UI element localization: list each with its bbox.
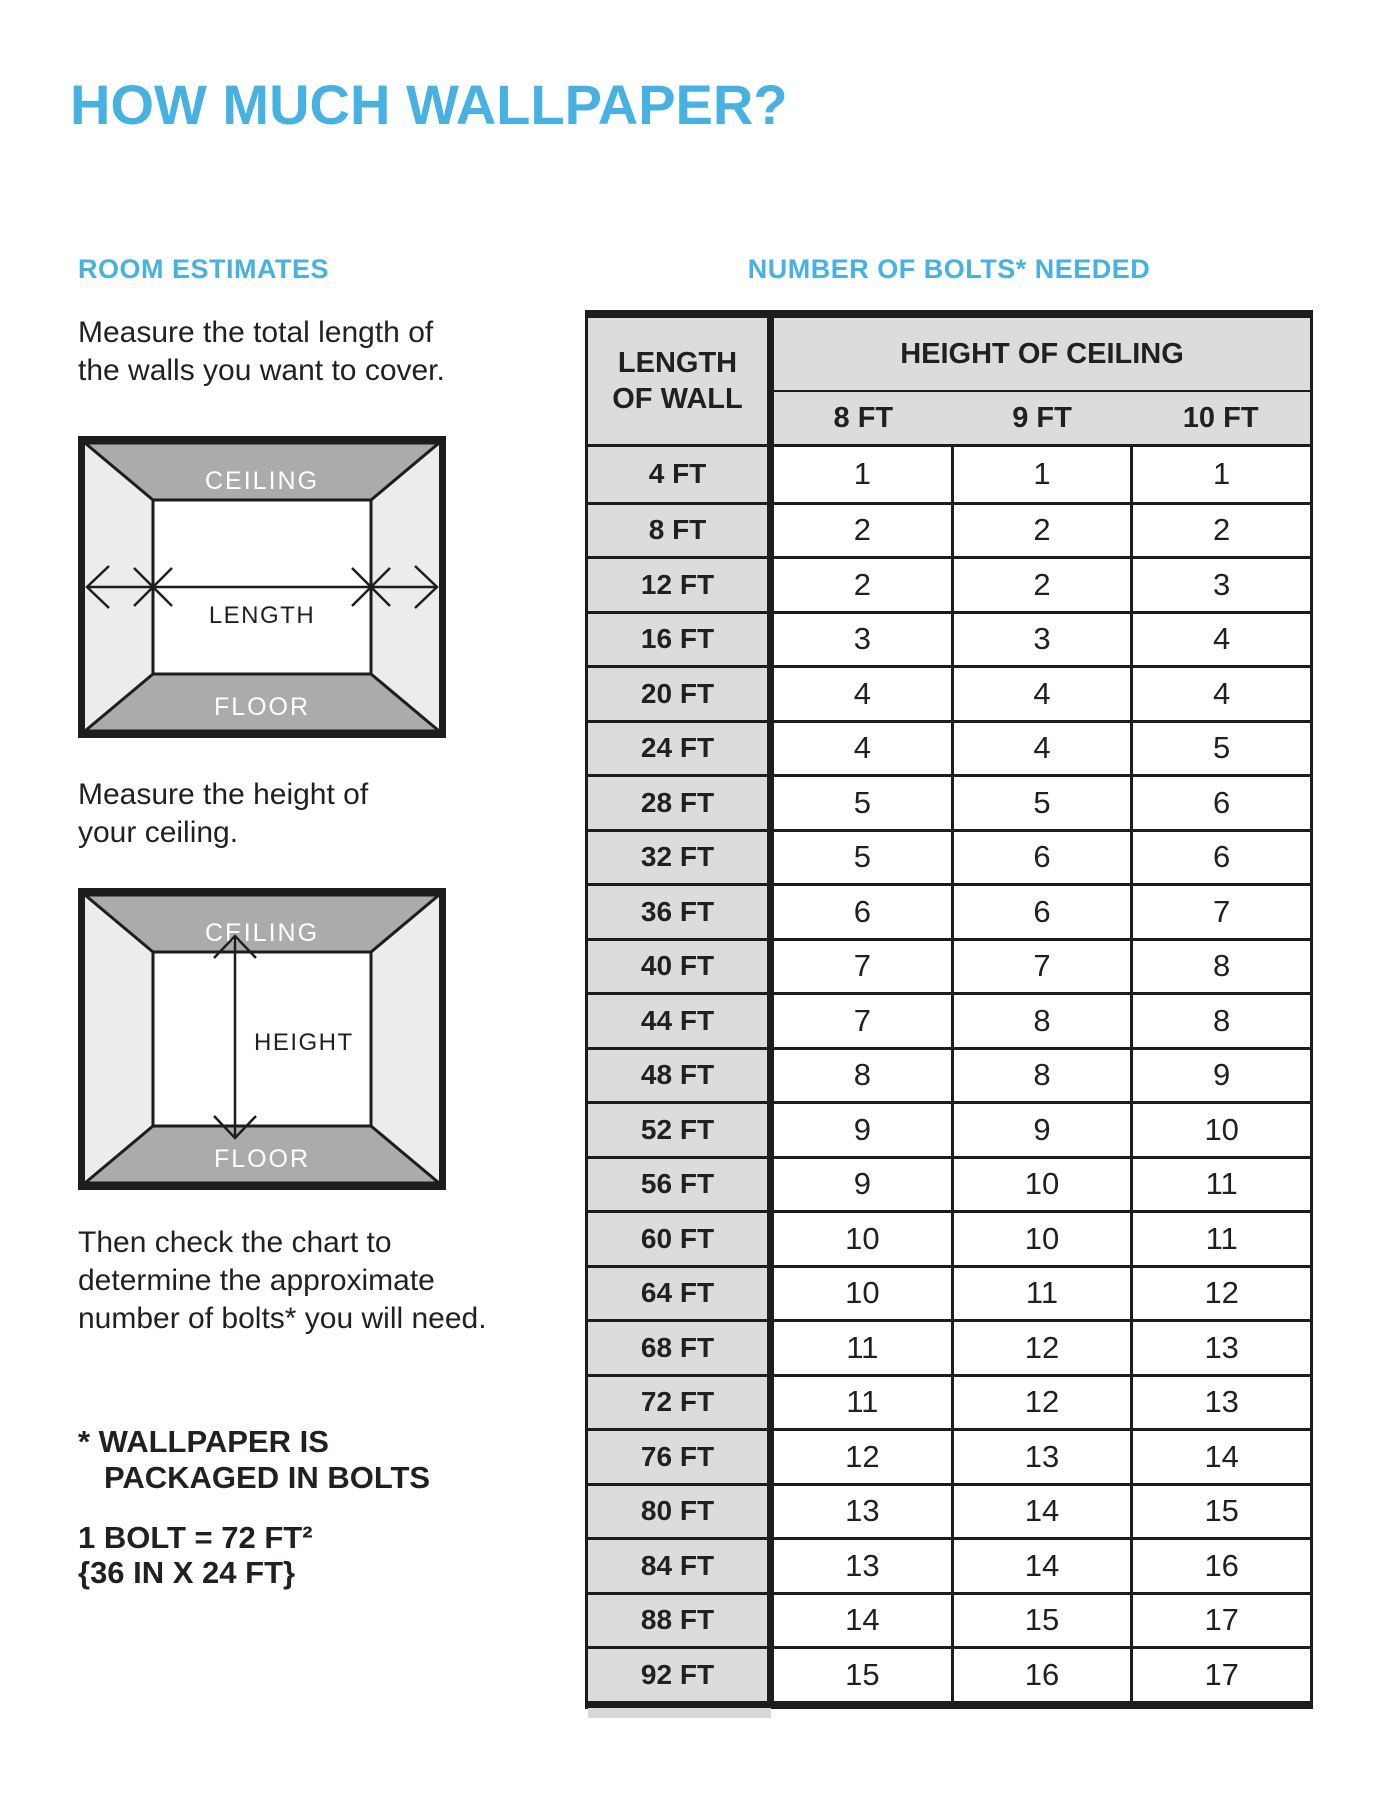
table-row bbox=[588, 665, 1310, 720]
bolt-count-cell: 6 bbox=[951, 886, 1131, 938]
bolt-count-cell: 14 bbox=[774, 1595, 951, 1647]
length-of-wall-header bbox=[588, 318, 774, 444]
paragraph-line: the walls you want to cover. bbox=[78, 354, 445, 387]
bolt-count-cell: 12 bbox=[1130, 1268, 1310, 1320]
paragraph-line: your ceiling. bbox=[78, 816, 239, 849]
bolt-count-cell: 12 bbox=[951, 1322, 1131, 1374]
table-row bbox=[588, 1047, 1310, 1102]
bolt-count-cell: 13 bbox=[774, 1540, 951, 1592]
paragraph-line: number of bolts* you will need. bbox=[78, 1302, 487, 1335]
height-measure-label: HEIGHT bbox=[254, 1029, 354, 1056]
bolt-count-cell: 15 bbox=[774, 1649, 951, 1701]
row-length-label: 76 FT bbox=[588, 1431, 774, 1483]
table-body bbox=[588, 447, 1310, 1701]
bolt-count-cell: 11 bbox=[1130, 1159, 1310, 1211]
table-row bbox=[588, 1265, 1310, 1320]
bolt-count-cell: 14 bbox=[951, 1486, 1131, 1538]
bolt-count-cell: 9 bbox=[774, 1159, 951, 1211]
paragraph-line: Measure the total length of bbox=[78, 316, 434, 349]
table-row bbox=[588, 1592, 1310, 1647]
bolt-count-cell: 8 bbox=[951, 995, 1131, 1047]
row-length-label: 56 FT bbox=[588, 1159, 774, 1211]
row-length-label: 8 FT bbox=[588, 505, 774, 557]
bolt-count-cell: 5 bbox=[951, 777, 1131, 829]
bolt-count-cell: 7 bbox=[774, 941, 951, 993]
table-row bbox=[588, 1156, 1310, 1211]
bolt-count-cell: 13 bbox=[951, 1431, 1131, 1483]
table-row bbox=[588, 883, 1310, 938]
bolt-count-cell: 1 bbox=[774, 447, 951, 502]
table-row bbox=[588, 774, 1310, 829]
bolt-count-cell: 12 bbox=[951, 1377, 1131, 1429]
bolt-count-cell: 10 bbox=[774, 1213, 951, 1265]
bolt-count-cell: 6 bbox=[774, 886, 951, 938]
bolt-count-cell: 11 bbox=[1130, 1213, 1310, 1265]
table-bottom-shadow bbox=[588, 1708, 771, 1718]
ceiling-height-subheader-row bbox=[774, 392, 1310, 444]
bolt-count-cell: 3 bbox=[951, 614, 1131, 666]
row-length-label: 88 FT bbox=[588, 1595, 774, 1647]
bolt-count-cell: 5 bbox=[774, 777, 951, 829]
bolt-size-line: 1 BOLT = 72 FT² bbox=[78, 1520, 313, 1555]
bolt-count-cell: 17 bbox=[1130, 1649, 1310, 1701]
row-length-label: 32 FT bbox=[588, 832, 774, 884]
ceiling-label: CEILING bbox=[204, 919, 320, 947]
bolt-count-cell: 4 bbox=[951, 668, 1131, 720]
bolt-count-cell: 13 bbox=[1130, 1322, 1310, 1374]
bolts-table bbox=[585, 310, 1313, 1709]
room-estimates-heading: ROOM ESTIMATES bbox=[78, 254, 330, 284]
height-diagram bbox=[78, 888, 446, 1190]
bolt-count-cell: 3 bbox=[1130, 559, 1310, 611]
bolt-count-cell: 1 bbox=[1130, 447, 1310, 502]
table-row bbox=[588, 1374, 1310, 1429]
row-length-label: 48 FT bbox=[588, 1050, 774, 1102]
length-of-wall-header-line: LENGTH bbox=[617, 347, 738, 379]
bolt-count-cell: 2 bbox=[774, 559, 951, 611]
table-row bbox=[588, 1210, 1310, 1265]
bolt-count-cell: 9 bbox=[951, 1104, 1131, 1156]
bolt-count-cell: 8 bbox=[951, 1050, 1131, 1102]
table-row bbox=[588, 1101, 1310, 1156]
row-length-label: 12 FT bbox=[588, 559, 774, 611]
bolt-count-cell: 9 bbox=[774, 1104, 951, 1156]
page-title: HOW MUCH WALLPAPER? bbox=[70, 73, 788, 136]
bolt-count-cell: 8 bbox=[1130, 995, 1310, 1047]
floor-label: FLOOR bbox=[213, 1145, 311, 1173]
bolt-count-cell: 8 bbox=[774, 1050, 951, 1102]
row-length-label: 80 FT bbox=[588, 1486, 774, 1538]
bolt-count-cell: 10 bbox=[1130, 1104, 1310, 1156]
table-row bbox=[588, 992, 1310, 1047]
height-of-ceiling-header: HEIGHT OF CEILING bbox=[774, 318, 1310, 392]
ceiling-height-10ft-header: 10 FT bbox=[1182, 401, 1259, 434]
table-row bbox=[588, 447, 1310, 502]
bolt-count-cell: 14 bbox=[951, 1540, 1131, 1592]
bolt-count-cell: 4 bbox=[1130, 614, 1310, 666]
paragraph-line: determine the approximate bbox=[78, 1264, 435, 1297]
bolt-count-cell: 3 bbox=[774, 614, 951, 666]
row-length-label: 68 FT bbox=[588, 1322, 774, 1374]
height-of-ceiling-header-group bbox=[774, 318, 1310, 444]
bolt-count-cell: 6 bbox=[1130, 777, 1310, 829]
paragraph-line: Then check the chart to bbox=[78, 1226, 392, 1259]
length-diagram bbox=[78, 436, 446, 738]
table-row bbox=[588, 720, 1310, 775]
row-length-label: 52 FT bbox=[588, 1104, 774, 1156]
bolt-size-line: {36 IN X 24 FT} bbox=[78, 1555, 296, 1590]
length-measure-label: LENGTH bbox=[208, 602, 316, 629]
row-length-label: 92 FT bbox=[588, 1649, 774, 1701]
bolt-count-cell: 13 bbox=[774, 1486, 951, 1538]
bolt-count-cell: 13 bbox=[1130, 1377, 1310, 1429]
table-row bbox=[588, 1646, 1310, 1701]
row-length-label: 4 FT bbox=[588, 447, 774, 502]
bolt-count-cell: 11 bbox=[774, 1377, 951, 1429]
bolt-count-cell: 7 bbox=[774, 995, 951, 1047]
bolt-size-note bbox=[78, 1520, 313, 1590]
table-row bbox=[588, 938, 1310, 993]
bolts-table-heading: NUMBER OF BOLTS* NEEDED bbox=[747, 254, 1151, 284]
table-row bbox=[588, 1319, 1310, 1374]
bolt-count-cell: 5 bbox=[1130, 723, 1310, 775]
row-length-label: 72 FT bbox=[588, 1377, 774, 1429]
row-length-label: 20 FT bbox=[588, 668, 774, 720]
row-length-label: 64 FT bbox=[588, 1268, 774, 1320]
row-length-label: 40 FT bbox=[588, 941, 774, 993]
bolt-count-cell: 12 bbox=[774, 1431, 951, 1483]
instruction-paragraph-chart bbox=[78, 1224, 487, 1338]
bolt-count-cell: 4 bbox=[951, 723, 1131, 775]
bolt-count-cell: 14 bbox=[1130, 1431, 1310, 1483]
bolt-count-cell: 10 bbox=[951, 1213, 1131, 1265]
table-row bbox=[588, 556, 1310, 611]
bolt-count-cell: 4 bbox=[774, 668, 951, 720]
bolt-count-cell: 5 bbox=[774, 832, 951, 884]
bolt-count-cell: 15 bbox=[1130, 1486, 1310, 1538]
bolt-count-cell: 6 bbox=[1130, 832, 1310, 884]
bolt-count-cell: 7 bbox=[951, 941, 1131, 993]
bolt-count-cell: 10 bbox=[774, 1268, 951, 1320]
bolt-count-cell: 9 bbox=[1130, 1050, 1310, 1102]
bolt-count-cell: 2 bbox=[1130, 505, 1310, 557]
table-row bbox=[588, 611, 1310, 666]
table-header bbox=[588, 318, 1310, 447]
bolt-count-cell: 2 bbox=[951, 559, 1131, 611]
row-length-label: 24 FT bbox=[588, 723, 774, 775]
instruction-paragraph-height bbox=[78, 776, 368, 852]
table-row bbox=[588, 502, 1310, 557]
bolt-count-cell: 4 bbox=[774, 723, 951, 775]
bolt-count-cell: 11 bbox=[951, 1268, 1131, 1320]
bolt-count-cell: 16 bbox=[951, 1649, 1131, 1701]
table-row bbox=[588, 829, 1310, 884]
ceiling-height-9ft-header: 9 FT bbox=[1012, 401, 1072, 434]
length-of-wall-header-line: OF WALL bbox=[612, 383, 743, 415]
row-length-label: 84 FT bbox=[588, 1540, 774, 1592]
table-row bbox=[588, 1483, 1310, 1538]
wallpaper-bolts-footnote bbox=[78, 1424, 430, 1496]
instruction-paragraph-length bbox=[78, 314, 445, 390]
bolt-count-cell: 11 bbox=[774, 1322, 951, 1374]
bolt-count-cell: 2 bbox=[951, 505, 1131, 557]
bolt-count-cell: 4 bbox=[1130, 668, 1310, 720]
bolt-count-cell: 1 bbox=[951, 447, 1131, 502]
ceiling-height-8ft-header: 8 FT bbox=[833, 401, 894, 434]
row-length-label: 36 FT bbox=[588, 886, 774, 938]
bolt-count-cell: 8 bbox=[1130, 941, 1310, 993]
bolt-count-cell: 2 bbox=[774, 505, 951, 557]
table-row bbox=[588, 1537, 1310, 1592]
ceiling-label: CEILING bbox=[204, 467, 320, 495]
paragraph-line: Measure the height of bbox=[78, 778, 369, 811]
bolt-count-cell: 6 bbox=[951, 832, 1131, 884]
row-length-label: 28 FT bbox=[588, 777, 774, 829]
table-row bbox=[588, 1428, 1310, 1483]
bolt-count-cell: 10 bbox=[951, 1159, 1131, 1211]
bolt-count-cell: 15 bbox=[951, 1595, 1131, 1647]
footnote-line: * WALLPAPER IS bbox=[78, 1424, 329, 1459]
row-length-label: 16 FT bbox=[588, 614, 774, 666]
footnote-line: PACKAGED IN BOLTS bbox=[104, 1460, 431, 1495]
bolt-count-cell: 7 bbox=[1130, 886, 1310, 938]
row-length-label: 60 FT bbox=[588, 1213, 774, 1265]
row-length-label: 44 FT bbox=[588, 995, 774, 1047]
bolt-count-cell: 17 bbox=[1130, 1595, 1310, 1647]
floor-label: FLOOR bbox=[213, 693, 311, 721]
bolt-count-cell: 16 bbox=[1130, 1540, 1310, 1592]
